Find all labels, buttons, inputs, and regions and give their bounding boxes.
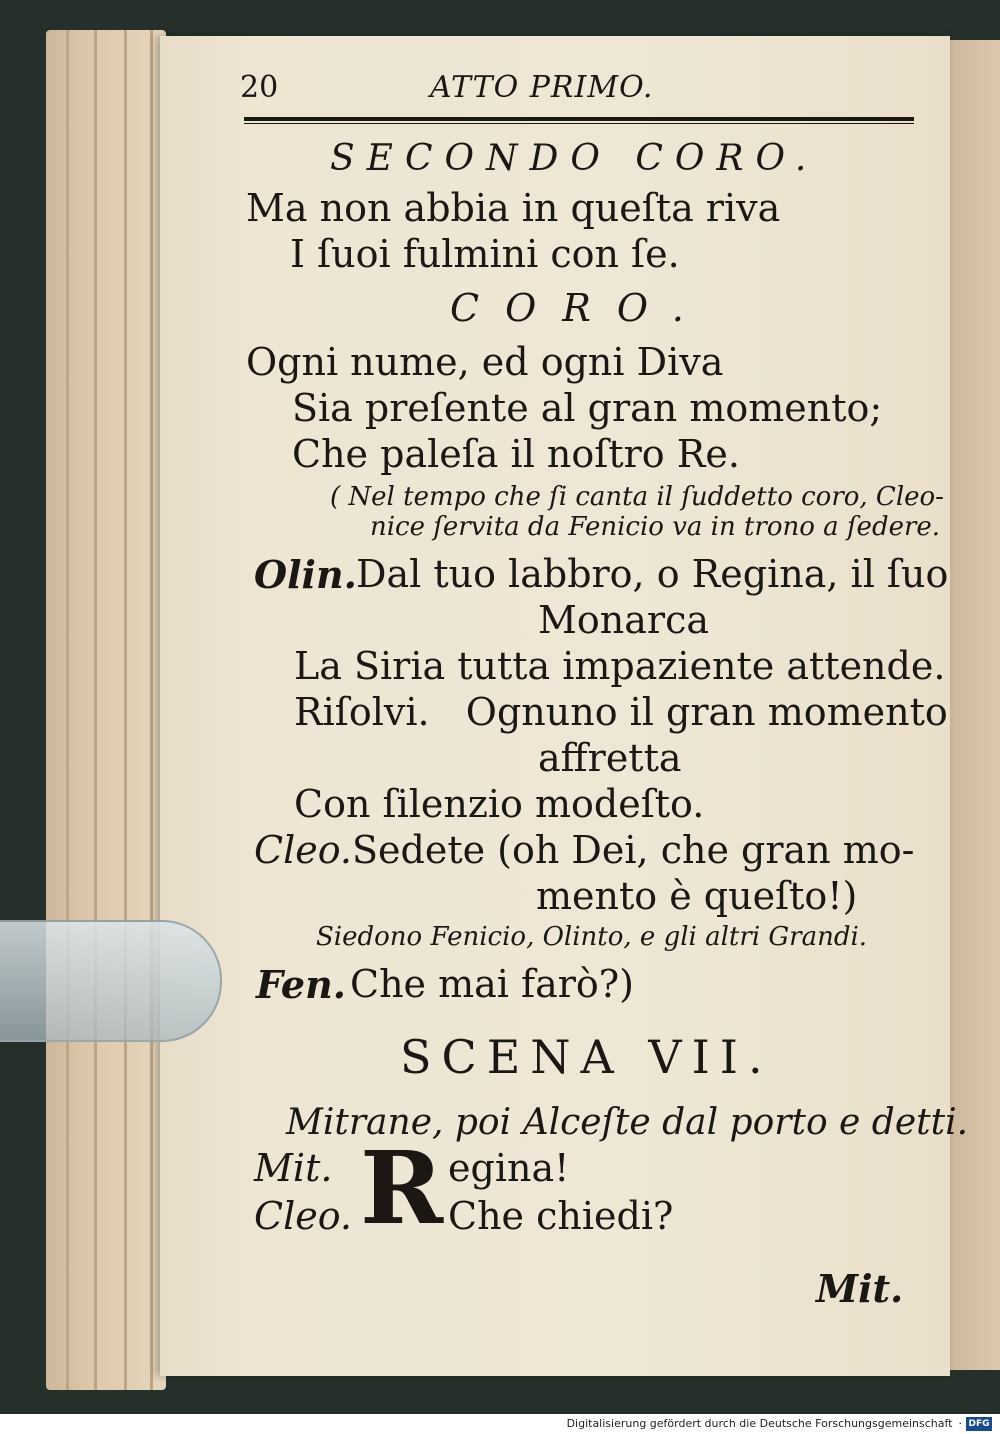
header-rule: [244, 117, 914, 121]
coro-heading: CORO.: [450, 286, 710, 330]
verse-line: Ma non abbia in queſta riva: [246, 186, 781, 230]
page-number: 20: [240, 70, 279, 105]
verse-line: affretta: [538, 736, 682, 780]
stage-direction: nice ſervita da Fenicio va in trono a ſedere.: [370, 512, 941, 542]
verse-line: Dal tuo labbro, o Regina, il ſuo: [356, 552, 949, 596]
speaker-mit: Mit.: [254, 1146, 333, 1190]
verse-line: Riſolvi. Ognuno il gran momento: [294, 690, 948, 734]
verse-line: Che mai farò?): [350, 962, 634, 1006]
stage-direction: Siedono Fenicio, Olinto, e gli altri Grandi.: [316, 922, 868, 952]
verse-line: Che chiedi?: [448, 1194, 674, 1238]
page-stack-edges: [46, 30, 166, 1390]
stage-direction: ( Nel tempo che ſi canta il ſuddetto coro, Cleo-: [330, 482, 944, 512]
verse-line: mento è queſto!): [536, 874, 858, 918]
verse-line: I ſuoi fulmini con ſe.: [290, 232, 680, 276]
verse-line: Che paleſa il noſtro Re.: [292, 432, 740, 476]
speaker-fen: Fen.: [256, 962, 346, 1007]
footer-separator: ·: [958, 1417, 962, 1430]
verse-line: Ogni nume, ed ogni Diva: [246, 340, 724, 384]
verse-line: Con ſilenzio modeſto.: [294, 782, 705, 826]
verse-line: Monarca: [538, 598, 710, 642]
scena-heading: SCENA VII.: [400, 1030, 773, 1084]
verse-line: Sia preſente al gran momento;: [292, 386, 883, 430]
footer-credit: Digitalisierung gefördert durch die Deutsche Forschungsgemeinschaft: [566, 1417, 953, 1430]
page-holder-clip: [0, 920, 222, 1042]
speaker-olin: Olin.: [254, 552, 357, 597]
facing-page-edge: [946, 40, 1000, 1370]
catchword: Mit.: [816, 1266, 904, 1311]
verse-line: La Siria tutta impaziente attende.: [294, 644, 946, 688]
running-title: ATTO PRIMO.: [430, 70, 654, 105]
dfg-logo: DFG: [966, 1417, 992, 1431]
secondo-coro-heading: SECONDO CORO.: [330, 138, 819, 179]
footer-bar: [0, 1414, 1000, 1434]
speaker-cleo: Cleo.: [254, 828, 353, 872]
header-rule-thin: [244, 123, 914, 124]
stage-direction: Mitrane, poi Alceſte dal porto e detti.: [286, 1102, 969, 1143]
drop-cap: R: [360, 1129, 444, 1247]
verse-line: egina!: [448, 1146, 570, 1190]
speaker-cleo: Cleo.: [254, 1194, 353, 1238]
verse-line: Sedete (oh Dei, che gran mo-: [352, 828, 915, 872]
